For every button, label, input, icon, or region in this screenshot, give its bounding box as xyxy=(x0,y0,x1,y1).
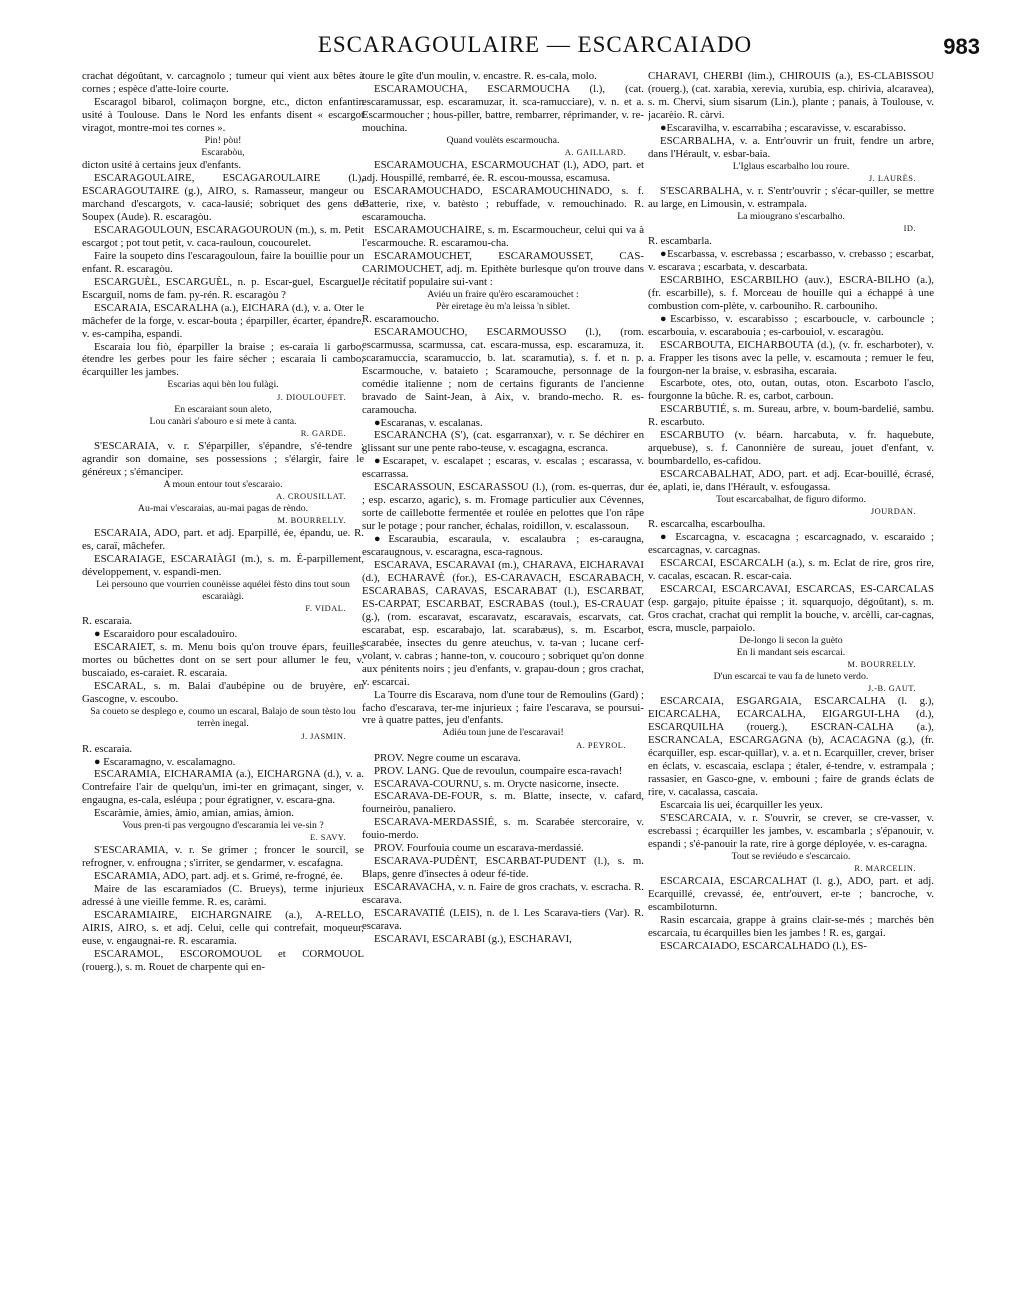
dictionary-entry: ●Escaranas, v. escalanas. xyxy=(374,416,483,429)
dictionary-entry: ●Escarbassa, v. escrebassa ; escarbasso, v. crebasso ; escarbat, v. escarava ; escarbata, v. descarbata. xyxy=(648,247,934,273)
quotation-line: Pèr eiretage èu m'a leissa 'n siblet. xyxy=(436,300,570,312)
dictionary-entry: ESCARAVA-COURNU, s. m. Orycte nasicorne, insecte. xyxy=(374,777,619,790)
entry-continuation: R. escarcalha, escarboulha. xyxy=(648,518,766,531)
dictionary-entry: ESCARCAIA, ESCARCALHAT (l. g.), ADO, part. et adj. Ecarquillé, crevassé, ée, entr'ouvert, er-te ; bancroche, v. escambiloturnn. xyxy=(648,875,934,913)
dictionary-entry: S'ESCARAIA, v. r. S'éparpiller, s'épandre, s'é-tendre ; agrandir son domaine, ses possessions ; s'élargir, faire le généreux ; s'émanciper. xyxy=(82,439,364,478)
dictionary-entry: ESCARASSOUN, ESCARASSOU (l.), (rom. es-querras, dur ; esp. escarzo, agaric), s. m. Fromage particulier aux Cévennes, sorte de caillebotte fermentée et roulée en pelottes que l'on râpe sur le potage ; pour rancher, échalas, roidillon, v. escalassoun. xyxy=(362,481,644,533)
dictionary-entry: ESCARAMOUCHA, ESCARMOUCHAT (l.), ADO, part. et adj. Houspillé, rembarré, ée. R. escou-moussa, escamusa. xyxy=(362,158,644,184)
dictionary-entry: ESCARAVI, ESCARABI (g.), ESCHARAVI, xyxy=(374,932,572,945)
column-1 xyxy=(82,70,364,1295)
quotation-author: A. PEYROL. xyxy=(576,740,626,750)
quotation-line: Sa coueto se desplego e, coumo un escaral, Balajo de soun tèsto lou terrèn inegal. xyxy=(90,706,356,730)
quotation-author: A. CROUSILLAT. xyxy=(276,492,346,502)
dictionary-entry: ESCARCABALHAT, ADO, part. et adj. Ecar-bouillé, écrasé, ée, aplati, ie, dans l'Hérault, v. esfougassa. xyxy=(648,468,934,494)
entry-continuation: R. escaraia. xyxy=(82,615,133,628)
dictionary-entry: ESCARGUÈL, ESCARGUÈL, n. p. Escar-guel, Escarguel, Escarguil, noms de fam. py-rén. R. escaragòu ? xyxy=(82,275,364,301)
quotation-author: A. GAILLARD. xyxy=(564,147,626,157)
quotation-line: Tout escarcabalhat, de figuro diformo. xyxy=(715,494,867,506)
dictionary-entry: ESCARAMOUCHET, ESCARAMOUSSET, CAS-CARIMOUCHET, adj. m. Epithète burlesque qu'on trouve dans le récitatif populaire sui-vant : xyxy=(362,249,644,288)
entry-continuation: toure le gîte d'un moulin, v. encastre. R. es-cala, molo. xyxy=(362,70,597,82)
dictionary-entry: Maire de las escaramiados (C. Brueys), terme injurieux adressé à une vieille femme. R. es, caràmi. xyxy=(82,883,364,909)
quotation-line: Adiéu toun june de l'escaravai! xyxy=(442,727,564,739)
dictionary-entry: Escarcaia lis uei, écarquiller les yeux. xyxy=(660,799,823,812)
dictionary-entry: ● Escaraidoro pour escaladouiro. xyxy=(94,628,238,641)
dictionary-entry: Escaraia lou fiò, éparpiller la braise ; es-caraia li garbo, étendre les gerbes pour les faire sécher ; escaraia li cambo, écarquiller les jambes. xyxy=(82,340,364,379)
quotation-author: F. VIDAL. xyxy=(305,604,346,614)
quotation-line: Escarias aqui bèn lou fulàgi. xyxy=(167,379,279,391)
dictionary-entry: ESCARCAIADO, ESCARCALHADO (l.), ES- xyxy=(660,939,867,952)
dictionary-entry: PROV. Fourfouia coume un escarava-merdassié. xyxy=(374,842,584,855)
dictionary-entry: S'ESCARCAIA, v. r. S'ouvrir, se crever, se cre-vasser, v. escrebassi ; écarquiller les jambes, v. escambarla ; s'épanouir, v. espandi ; s'é-panouir la rate, rire à gorge déployée, v. es-caragna. xyxy=(648,812,934,850)
dictionary-entry: Escaràmie, àmies, àmio, amian, amias, àmion. xyxy=(94,807,294,820)
quotation-line: Lou canàri s'abouro e si mete à canta. xyxy=(149,415,297,427)
dictionary-entry: ESCARAMOL, ESCOROMOUOL et CORMOUOL (rouerg.), s. m. Rouet de charpente qui en- xyxy=(82,948,364,974)
quotation-line: Lei persouno que vourrien counèisse aquélei fèsto dins tout soun escaraiàgi. xyxy=(96,579,350,603)
dictionary-entry: ESCARBUTIÉ, s. m. Sureau, arbre, v. boum-bardelié, sambu. R. escarbuto. xyxy=(648,403,934,429)
column-2 xyxy=(362,70,644,1295)
dictionary-entry: ESCARAMOUCHADO, ESCARAMOUCHINADO, s. f. Batterie, rixe, v. batèsto ; rebuffade, v. remouchinado. R. escaramoucha. xyxy=(362,184,644,223)
page-number: 983 xyxy=(943,34,980,59)
dictionary-entry: ESCARAVA-DE-FOUR, s. m. Blatte, insecte, v. cafard, fourneiròu, panaliero. xyxy=(362,790,644,816)
entry-continuation: R. escaraia. xyxy=(82,742,133,755)
dictionary-entry: ESCARBUTO (v. béarn. harcabuta, v. fr. haquebute, arquebuse), s. f. Canonnière de sureau, jouet d'enfant, v. boumbardello, es-cafidou. xyxy=(648,429,934,468)
dictionary-entry: ESCARAVA-MERDASSIÉ, s. m. Scarabée stercoraire, v. fouio-merdo. xyxy=(362,816,644,842)
dictionary-entry: ESCARCAI, ESCARCALH (a.), s. m. Eclat de rire, gros rire, v. cacalas, escacan. R. escar-caia. xyxy=(648,557,934,583)
dictionary-entry: Escarbote, otes, oto, outan, outas, oton. Escarboto l'asclo, fourgonne la bûche. R. es, carbot, carboun. xyxy=(648,377,934,403)
dictionary-entry: ESCARAL, s. m. Balai d'aubépine ou de bruyère, en Gascogne, v. escoubo. xyxy=(82,680,364,706)
dictionary-entry: ESCARAMIAIRE, EICHARGNAIRE (a.), A-RELLO, AIRIS, AIRO, s. et adj. Celui, celle qui contrefait, moqueur, euse, v. engaugnai-re. R. escaramia. xyxy=(82,909,364,948)
page-title: ESCARAGOULAIRE — ESCARCAIADO xyxy=(317,32,753,57)
dictionary-entry: ESCARBALHA, v. a. Entr'ouvrir un fruit, fendre un arbre, dans l'Hérault, v. esbar-baia. xyxy=(648,134,934,160)
quotation-line: A moun entour tout s'escaraio. xyxy=(163,478,283,490)
entry-continuation: R. escambarla. xyxy=(648,234,712,247)
quotation-line: Escarabòu, xyxy=(201,146,245,158)
quotation-line: En li mandant seis escarcai. xyxy=(736,647,846,659)
entry-continuation: crachat dégoûtant, v. carcagnolo ; tumeur qui vient aux bêtes à cornes ; espèce d'atte-loire courte. xyxy=(82,70,364,95)
dictionary-entry: S'ESCARBALHA, v. r. S'entr'ouvrir ; s'écar-quiller, se mettre au large, en Limousin, v. estrampala. xyxy=(648,184,934,210)
quotation-author: J.-B. GAUT. xyxy=(867,684,916,694)
running-head xyxy=(90,32,980,64)
entry-continuation: dicton usité à certains jeux d'enfants. xyxy=(82,159,242,172)
dictionary-entry: ESCARAIET, s. m. Menu bois qu'on trouve épars, feuilles mortes ou bûchettes dont on se sert pour allumer le feu, v. buscaiado, es-caraiet. R. escaraia. xyxy=(82,641,364,680)
quotation-author: R. GARDE. xyxy=(300,428,346,438)
quotation-line: D'un escarcai te vau fa de luneto verdo. xyxy=(713,671,869,683)
dictionary-entry: ESCARAIA, ESCARALHA (a.), EICHARA (d.), v. a. Oter le mâchefer de la forge, v. escar-bouta ; éparpiller, écarter, épandre, v. es-campiha, espandi. xyxy=(82,301,364,340)
quotation-line: Tout se reviéudo e s'escarcaio. xyxy=(731,850,851,862)
dictionary-entry: ESCARBOUTA, EICHARBOUTA (d.), (v. fr. escharboter), v. a. Frapper les tisons avec la pelle, v. escamouta ; remuer le feu, fourgon-ner la braise, v. esbrasiha, escaraia. xyxy=(648,338,934,377)
quotation-author: J. JASMIN. xyxy=(301,731,346,741)
quotation-line: La miougrano s'escarbalho. xyxy=(737,210,845,222)
quotation-line: Quand voulèts escarmoucha. xyxy=(446,134,560,146)
quotation-line: Vous pren-ti pas vergougno d'escaramia lei ve-sin ? xyxy=(122,820,324,832)
dictionary-entry: Rasin escarcaia, grappe à grains clair-se-més ; marchés bèn escarcaia, tu écarquilles bien les jambes ! R. es, gargai. xyxy=(648,913,934,939)
column-3 xyxy=(648,70,934,1295)
dictionary-entry: ESCARAIA, ADO, part. et adj. Eparpillé, ée, épandu, ue. R. es, caraï, mâchefer. xyxy=(82,527,364,553)
quotation-author: J. DIOULOUFET. xyxy=(277,392,346,402)
quotation-line: L'Iglaus escarbalho lou roure. xyxy=(732,160,850,172)
dictionary-entry: ●Escarapet, v. escalapet ; escaras, v. escalas ; escarassa, v. escarrassa. xyxy=(362,455,644,481)
dictionary-entry: La Tourre dis Escarava, nom d'une tour de Remoulins (Gard) ; facho d'escarava, ter-me injurieux ; faire l'escarava, se poursui-vre à quatre pattes, jeu d'enfants. xyxy=(362,688,644,727)
dictionary-entry: ESCARAVATIÉ (LEIS), n. de l. Les Scarava-tiers (Var). R. escarava. xyxy=(362,907,644,932)
quotation-author: R. MARCELIN. xyxy=(854,864,916,874)
dictionary-entry: ESCARAGOULOUN, ESCARAGOUROUN (m.), s. m. Petit escargot ; pot tout petit, v. caca-rauloun, coucourelet. xyxy=(82,223,364,249)
entry-continuation: R. escaramoucho. xyxy=(362,312,440,325)
dictionary-entry: ESCARAMIA, EICHARAMIA (a.), EICHARGNA (d.), v. a. Contrefaire l'air de quelqu'un, imi-ter en grimaçant, singer, v. engaugna, es-cala, esléupa ; pour égratigner, v. escara-gna. xyxy=(82,768,364,807)
dictionary-entry: ESCARAMOUCHA, ESCARMOUCHA (l.), (cat. escaramussar, esp. escaramuzar, it. sca-ramucciare), v. n. et a. Escarmoucher ; hous-piller, battre, rembarrer, réprimander, v. re-mouchina. xyxy=(362,82,644,134)
dictionary-entry: S'ESCARAMIA, v. r. Se grimer ; froncer le sourcil, se refrogner, v. enfrougna ; s'irriter, se gendarmer, v. escafagna. xyxy=(82,844,364,870)
dictionary-entry: PROV. Negre coume un escarava. xyxy=(374,751,521,764)
dictionary-entry: ESCARAMOUCHO, ESCARMOUSSO (l.), (rom. escarmussa, scarmussa, cat. escara-mussa, esp. escaramuza, it. scaramuccia, scaramuccio, b. lat. scaramutia), s. f. et n. p. Escarmouche, v. bataieto ; Scaramouche, personnage de la comédie italienne ; nom de certains figurants de l'ancienne bravado de Saint-Jean, à Aix, v. brando-mecho. R. es-caramoucha. xyxy=(362,325,644,416)
dictionary-entry: ESCARCAIA, ESGARGAIA, ESCARCALHA (l. g.), EICARCALHA, ECARCALHA, EIGARGUI-LHA (d.), ESCARQUILHA (rouerg.), ESCRAN-CALHA (a.), ESCRANCALA, ESCARGAGNA (b), ACACAGNA (g.), (fr. écarquiller, esp. escar-quillar), v. a. et n. Ecarquiller, crever, briser en éclats, v. escascaia, esclapa ; étaler, é-tendre, v. estrampala ; rassasier, en Gasco-gne, v. embouni ; faire de grands éclats de rire, v. cacalassa, cascaia. xyxy=(648,695,934,799)
dictionary-entry: ● Escarcagna, v. escacagna ; escarcagnado, v. escaraido ; escarcagnas, v. carcagnas. xyxy=(648,531,934,557)
quotation-line: De-longo li secon la guèto xyxy=(739,634,843,646)
dictionary-entry: ESCARAVACHA, v. n. Faire de gros crachats, v. escracha. R. escarava. xyxy=(362,881,644,907)
dictionary-entry: ESCARCAI, ESCARCAVAI, ESCARCAS, ES-CARCALAS (esp. gargajo, pituite épaisse ; it. squarquojo, dégoûtant), s. m. Gros crachat, crachat qui remplit la bouche, v. arcèlli, car-cagnas, escra, muscle, parpaiolo. xyxy=(648,583,934,634)
dictionary-entry: Escaragol bibarol, colimaçon borgne, etc., dicton enfantin usité à Toulouse. Dans le Nord les enfants disent « escargot viragot, montre-moi tes cornes ». xyxy=(82,95,364,134)
dictionary-entry: ESCARAMOUCHAIRE, s. m. Escarmoucheur, celui qui va à l'escarmouche. R. escaramou-cha. xyxy=(362,223,644,249)
dictionary-entry: ●Escaravilha, v. escarrabiha ; escaravisse, v. escarabisso. xyxy=(660,121,906,134)
dictionary-entry: ● Escaramagno, v. escalamagno. xyxy=(94,755,236,768)
quotation-author: JOURDAN. xyxy=(870,507,916,517)
dictionary-entry: ESCARAMIA, ADO, part. adj. et s. Grimé, re-frogné, ée. xyxy=(94,870,343,883)
quotation-author: ID. xyxy=(903,223,916,233)
dictionary-entry: ESCARBIHO, ESCARBILHO (auv.), ESCRA-BILHO (a.), (fr. escarbille), s. f. Morceau de houille qui a échappé à une combustion com-plète, v. carbouniho. R. carbouniho. xyxy=(648,273,934,312)
quotation-line: Au-mai v'escaraias, au-mai pagas de rèndo. xyxy=(137,503,309,515)
dictionary-entry: Faire la soupeto dins l'escaragouloun, faire la bouillie pour un enfant. R. escaragòu. xyxy=(82,249,364,275)
quotation-author: E. SAVY. xyxy=(309,833,346,843)
dictionary-entry: ESCARAGOULAIRE, ESCAGAROULAIRE (l.), ESCARAGOUTAIRE (g.), AIRO, s. Ramasseur, mangeur ou marchand d'escargots, v. caca-lausié; sobriquet des gens de Soupex (Aude). R. escaragòu. xyxy=(82,172,364,223)
quotation-line: En escaraiant soun aleto, xyxy=(174,403,272,415)
dictionary-entry: ●Escaraubia, escaraula, v. escalaubra ; es-caraugna, escaraugnous, v. escaragna, esca-ragnous. xyxy=(362,533,644,559)
dictionary-entry: ESCARANCHA (S'), (cat. esgarranxar), v. r. Se déchirer en glissant sur une pente rabo-teuse, v. escagagna, escranca. xyxy=(362,429,644,455)
quotation-line: Pin! pòu! xyxy=(204,134,242,146)
dictionary-entry: ●Escarbisso, v. escarabisso ; escarboucle, v. carbouncle ; escarbouia, v. escarabouia ; es-carbouiol, v. escaragòu. xyxy=(648,312,934,338)
dictionary-entry: ESCARAVA-PUDÈNT, ESCARBAT-PUDENT (l.), s. m. Blaps, genre d'insectes à odeur fé-tide. xyxy=(362,855,644,881)
quotation-author: M. BOURRELLY. xyxy=(847,660,916,670)
dictionary-entry: PROV. LANG. Que de revoulun, coumpaire esca-ravach! xyxy=(374,764,623,777)
quotation-author: J. LAURÈS. xyxy=(868,173,916,183)
quotation-line: Aviéu un fraire qu'èro escaramouchet : xyxy=(427,288,579,300)
quotation-author: M. BOURRELLY. xyxy=(277,516,346,526)
dictionary-entry: ESCARAIAGE, ESCARAIÀGI (m.), s. m. É-parpillement, développement, v. espandi-men. xyxy=(82,553,364,579)
entry-continuation: CHARAVI, CHERBI (lim.), CHIROUIS (a.), ES-CLABISSOU (rouerg.), (cat. xarabia, xerevia, xurubia, esp. chirivia, alcaravea), s. m. Chervi, sium sisarum (Lin.), plante ; panais, à Toulouse, v. jacarèio. R. càrvi. xyxy=(648,70,934,121)
dictionary-entry: ESCARAVA, ESCARAVAI (m.), CHARAVA, EICHARAVAI (d.), ECHARAVÈ (for.), ES-CARAVACH, ESCARABACH, ESCARABAS, CARAVAS, ESCARABAT (l.), ESCARBAT, ES-CARPAT, ESCARBAT, ESCRABAS (toul.), ES-CRAUAT (g.), (rom. escaravat, escaravatz, escaravais, escarvats, cat. escarabat, esp. escarabajo, lat. scarabæus), s. m. Escarbot, scarabée, insectes du genre ateuchus, v. ta-van ; lucane cerf-volant, v. cabras ; hanne-ton, v. coucouro ; sobriquet qu'on donne aux pénitents noirs ; jeu d'enfants, v. grapau-doun ; gros crachat, v. escarcai. xyxy=(362,559,644,688)
